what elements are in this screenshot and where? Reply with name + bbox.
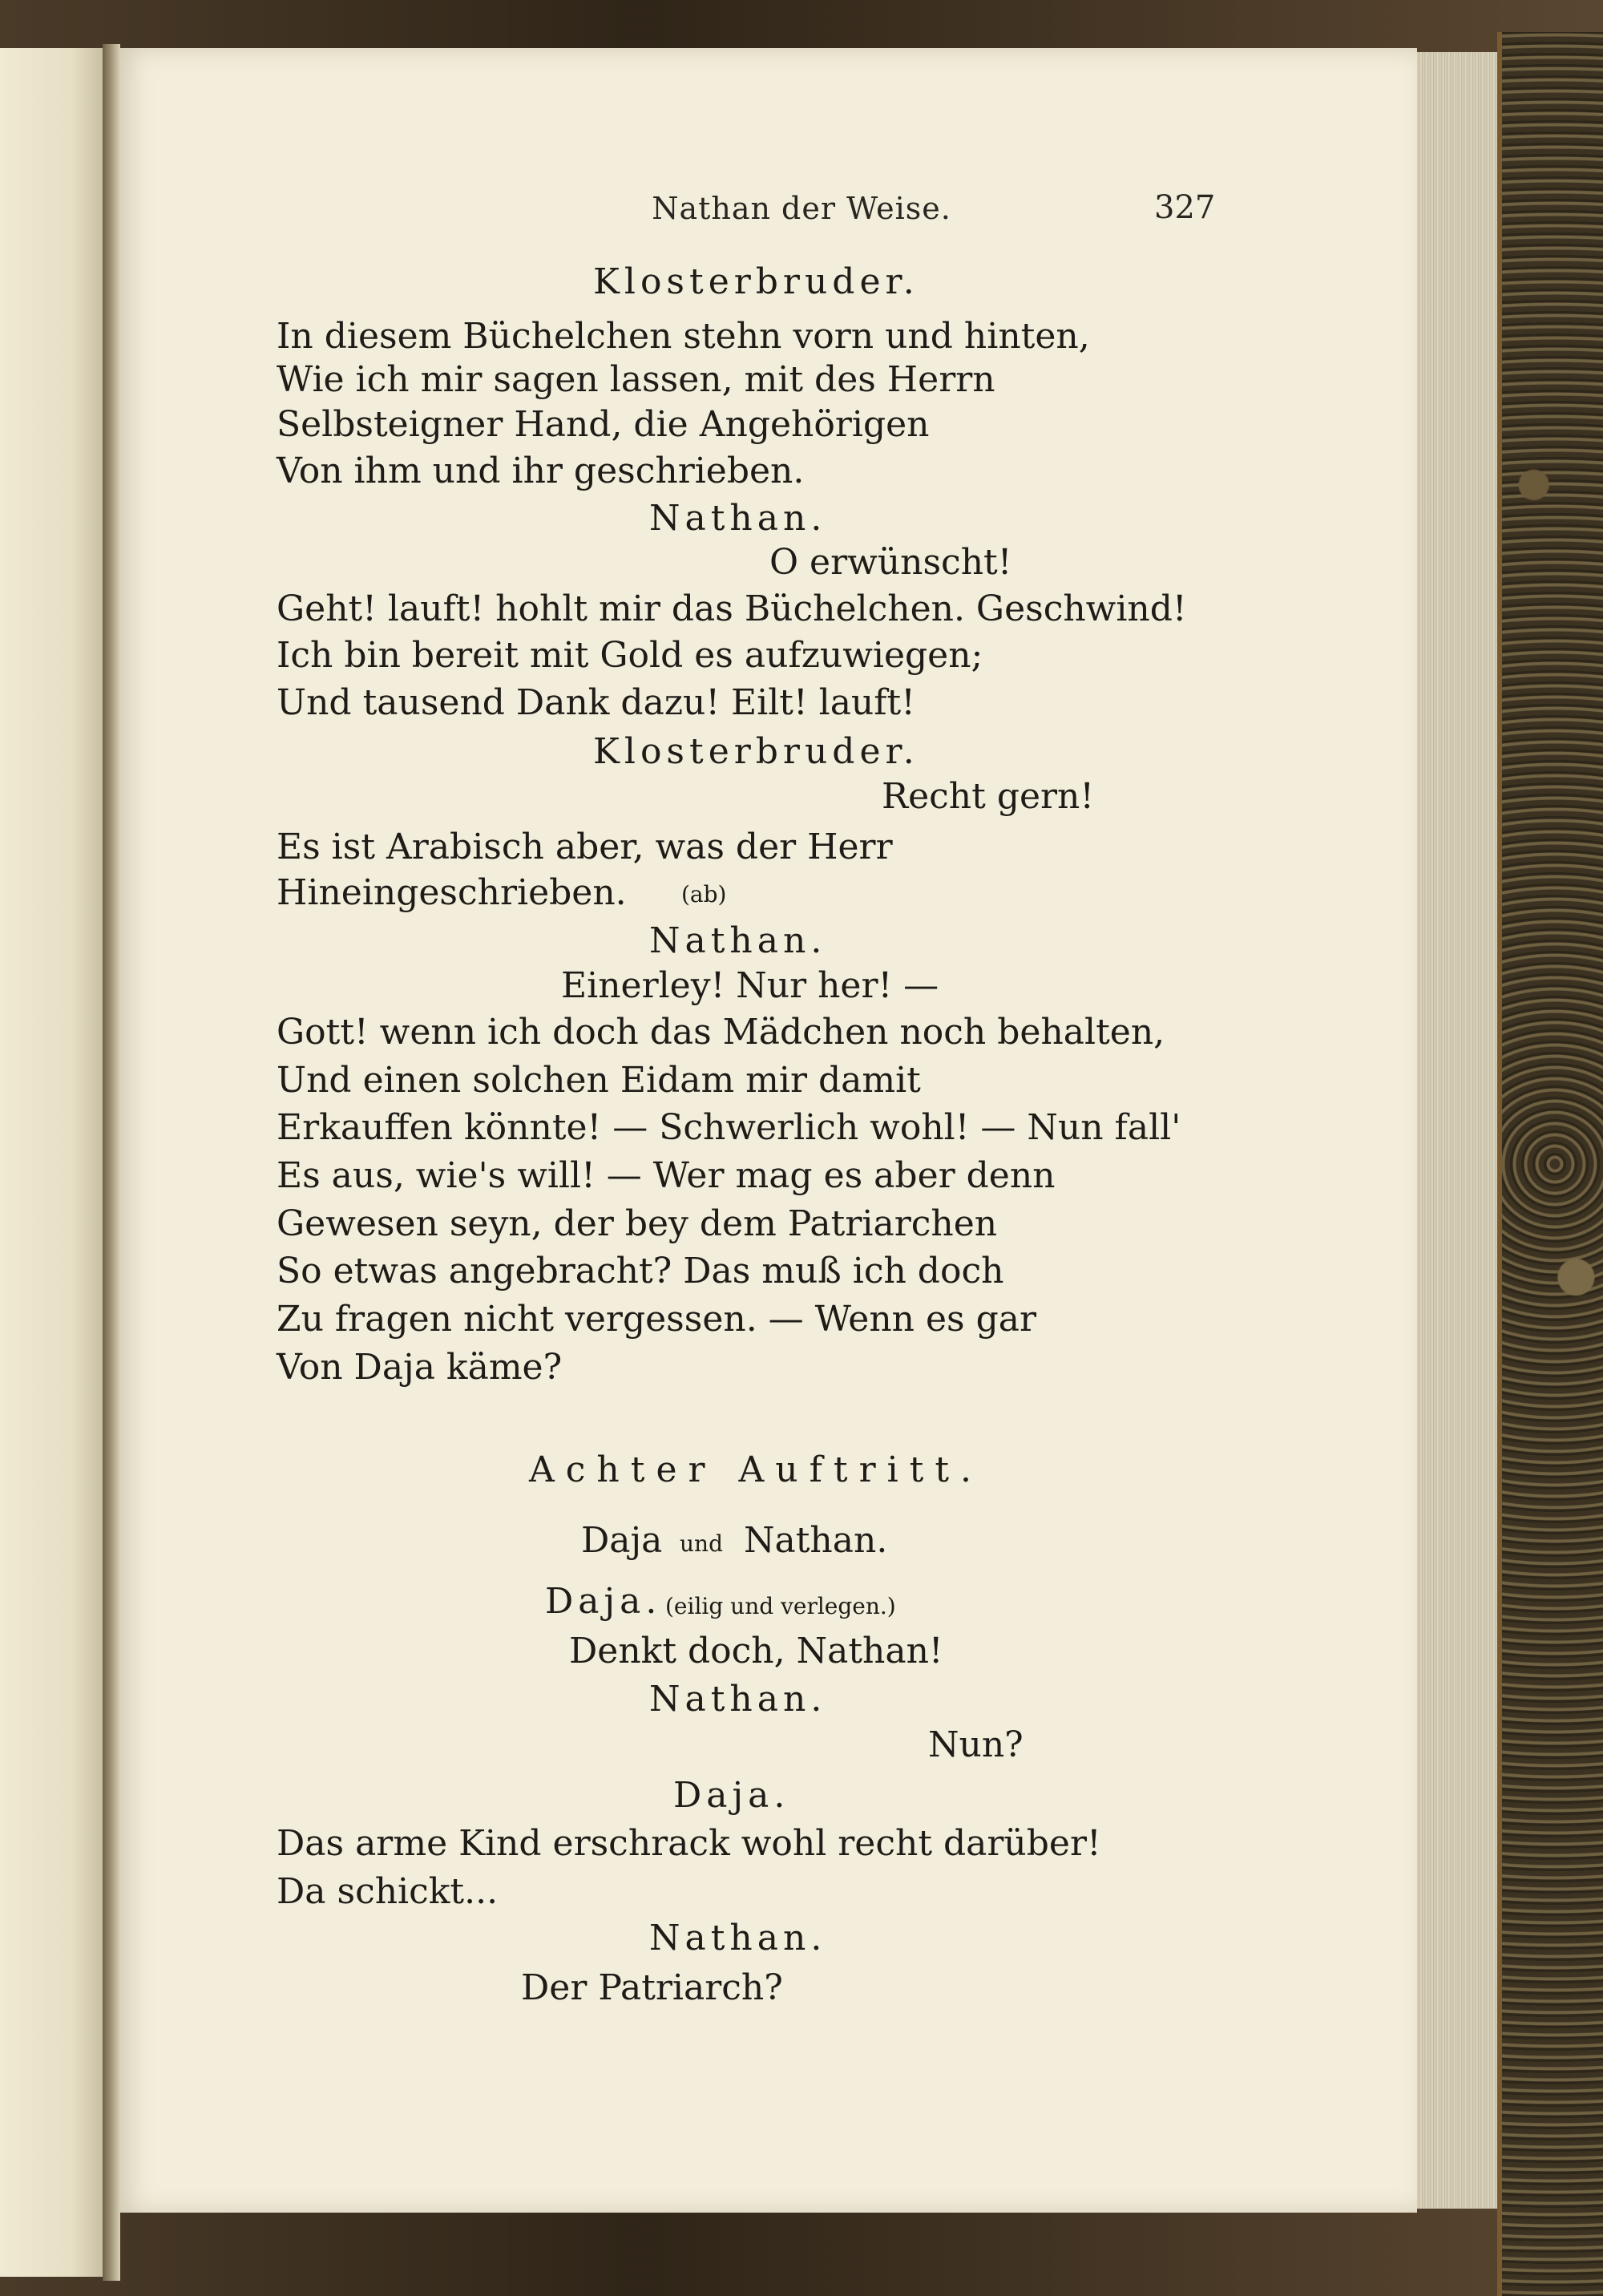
verse-line: In diesem Büchelchen stehn vorn und hinten, — [277, 316, 1090, 357]
verse-line: Das arme Kind erschrack wohl recht darüber! — [277, 1823, 1101, 1864]
speaker-label: Klosterbruder. — [593, 261, 919, 302]
verse-line: Ich bin bereit mit Gold es aufzuwiegen; — [277, 635, 983, 676]
stage-direction: (ab) — [681, 881, 727, 907]
verse-line: Und einen solchen Eidam mir damit — [277, 1060, 921, 1101]
speaker-label: Daja. — [673, 1775, 790, 1816]
scene-heading: Achter Auftritt. — [529, 1449, 983, 1490]
verse-line: Der Patriarch? — [521, 1967, 783, 2008]
page-number: 327 — [1154, 189, 1216, 226]
verse-line: Von ihm und ihr geschrieben. — [277, 451, 805, 491]
stage-direction: (eilig und verlegen.) — [665, 1593, 896, 1619]
verse-line: Zu fragen nicht vergessen. — Wenn es gar — [277, 1299, 1037, 1340]
verse-line: O erwünscht! — [769, 542, 1012, 583]
running-header: Nathan der Weise. — [652, 191, 951, 226]
verse-line: Wie ich mir sagen lassen, mit des Herrn — [277, 359, 995, 400]
verse-line: So etwas angebracht? Das muß ich doch — [277, 1251, 1004, 1292]
speaker-label: Nathan. — [649, 1918, 827, 1958]
speaker-label: Nathan. — [649, 1679, 827, 1720]
verse-line: Es ist Arabisch aber, was der Herr — [277, 827, 893, 867]
verse-line: Geht! lauft! hohlt mir das Büchelchen. Geschwind! — [277, 588, 1187, 629]
book-gutter — [103, 44, 120, 2281]
cast-conjunction: und — [680, 1530, 723, 1557]
verse-line: Hineingeschrieben. — [277, 872, 627, 913]
marbled-cover — [1497, 32, 1603, 2296]
facing-page-edge — [0, 48, 103, 2277]
verse-line: Einerley! Nur her! — — [561, 965, 939, 1006]
verse-line: Denkt doch, Nathan! — [569, 1631, 943, 1671]
verse-line: Von Daja käme? — [277, 1347, 563, 1388]
verse-line: Erkauffen könnte! — Schwerlich wohl! — Nun fall' — [277, 1107, 1181, 1148]
verse-line: Da schickt... — [277, 1871, 499, 1912]
cast-name: Nathan. — [744, 1520, 888, 1561]
speaker-label: Nathan. — [649, 920, 827, 961]
verse-line: Selbsteigner Hand, die Angehörigen — [277, 404, 930, 445]
verse-line: Nun? — [928, 1724, 1024, 1765]
verse-line: Gewesen seyn, der bey dem Patriarchen — [277, 1203, 998, 1244]
speaker-label: Nathan. — [649, 498, 827, 539]
page-edges — [1417, 52, 1497, 2209]
verse-line: Es aus, wie's will! — Wer mag es aber denn — [277, 1155, 1056, 1196]
verse-line: Gott! wenn ich doch das Mädchen noch behalten, — [277, 1012, 1165, 1053]
speaker-label: Daja. — [545, 1581, 662, 1622]
speaker-label: Klosterbruder. — [593, 731, 919, 772]
cast-name: Daja — [581, 1520, 663, 1561]
verse-line: Und tausend Dank dazu! Eilt! lauft! — [277, 682, 915, 723]
verse-line: Recht gern! — [882, 776, 1095, 817]
